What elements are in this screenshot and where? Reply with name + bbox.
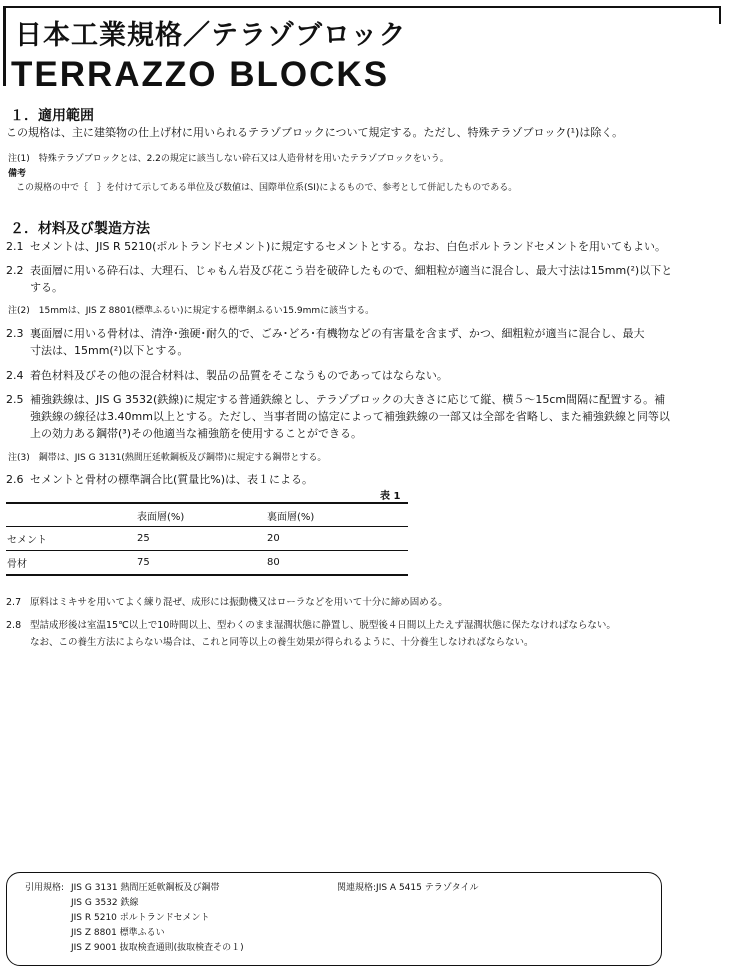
item-2-6-text: セメントと骨材の標準調合比(質量比%)は、表１による。 bbox=[30, 473, 314, 486]
remark-text: この規格の中で｛ ｝を付けて示してある単位及び数値は、国際単位系(SI)によるもので、参考として併記したものである。 bbox=[16, 183, 518, 193]
title-japanese: 日本工業規格／テラゾブロック bbox=[15, 20, 407, 51]
item-2-5 bbox=[6, 392, 665, 408]
mix-ratio-table bbox=[6, 502, 408, 576]
reference-standards-box bbox=[6, 872, 662, 966]
item-2-5-continued-1: 強鉄線の線径は3.40mm以上とする。ただし、当事者間の協定によって補強鉄線の一部又は全部を省略し、また補強鉄線と同等以 bbox=[30, 410, 670, 423]
referenced-standards-label: 引用規格: bbox=[25, 883, 65, 893]
item-2-7-text: 原料はミキサを用いてよく練り混ぜ、成形には振動機又はローラなどを用いて十分に締め固める。 bbox=[30, 597, 448, 608]
list-item: JIS R 5210 ポルトランドセメント bbox=[71, 913, 210, 923]
list-item: JIS G 3131 熱間圧延軟鋼板及び鋼帯 bbox=[71, 883, 220, 893]
related-standards-value: JIS A 5415 テラゾタイル bbox=[376, 883, 479, 893]
item-2-4 bbox=[6, 368, 448, 384]
table-cell: 骨材 bbox=[6, 551, 136, 576]
title-box bbox=[3, 6, 721, 94]
table-header: 表面層(%) bbox=[136, 503, 266, 527]
item-2-8-number: 2.8 bbox=[6, 620, 22, 631]
title-left-rule bbox=[3, 8, 6, 86]
list-item: JIS Z 9001 抜取検査通則(抜取検査その１) bbox=[71, 943, 244, 953]
table-cell: セメント bbox=[6, 527, 136, 551]
item-2-1-text: セメントは、JIS R 5210(ポルトランドセメント)に規定するセメントとする。なお、白色ポルトランドセメントを用いてもよい。 bbox=[30, 240, 667, 253]
table-cell: 25 bbox=[136, 527, 266, 551]
item-2-2 bbox=[6, 263, 672, 279]
table-caption: 表 1 bbox=[380, 491, 401, 502]
item-2-2-text: 表面層に用いる砕石は、大理石、じゃもん岩及び花こう岩を破砕したもので、細粗粒が適当に混合し、最大寸法は15mm(²)以下と bbox=[30, 264, 673, 277]
item-2-5-number: 2.5 bbox=[6, 393, 24, 406]
item-2-6 bbox=[6, 472, 313, 488]
referenced-standards-list bbox=[71, 881, 244, 956]
item-2-2-continued: する。 bbox=[30, 281, 63, 294]
table-header: 裏面層(%) bbox=[266, 503, 408, 527]
item-2-3 bbox=[6, 326, 644, 342]
item-2-5-text: 補強鉄線は、JIS G 3532(鉄線)に規定する普通鉄線とし、テラゾブロックの大きさに応じて縦、横５～15cm間隔に配置する。補 bbox=[30, 393, 666, 406]
item-2-8-continued: なお、この養生方法によらない場合は、これと同等以上の養生効果が得られるように、十分養生しなければならない。 bbox=[30, 637, 534, 648]
note-3: 注(3) 鋼帯は、JIS G 3131(熱間圧延軟鋼板及び鋼帯)に規定する鋼帯とする。 bbox=[8, 453, 327, 463]
list-item: JIS G 3532 鉄線 bbox=[71, 898, 139, 908]
related-standards-label: 関連規格: bbox=[337, 883, 377, 893]
table-row bbox=[6, 527, 408, 551]
item-2-4-text: 着色材料及びその他の混合材料は、製品の品質をそこなうものであってはならない。 bbox=[30, 369, 448, 382]
item-2-7-number: 2.7 bbox=[6, 597, 22, 608]
item-2-3-number: 2.3 bbox=[6, 327, 24, 340]
table-cell: 75 bbox=[136, 551, 266, 576]
title-right-rule bbox=[719, 8, 721, 24]
section-1-heading: １．適用範囲 bbox=[10, 108, 94, 124]
table-row bbox=[6, 551, 408, 576]
item-2-6-number: 2.6 bbox=[6, 473, 24, 486]
title-english: TERRAZZO BLOCKS bbox=[11, 55, 390, 94]
item-2-4-number: 2.4 bbox=[6, 369, 24, 382]
section-2-heading: ２．材料及び製造方法 bbox=[10, 221, 150, 237]
item-2-1-number: 2.1 bbox=[6, 240, 24, 253]
list-item: JIS Z 8801 標準ふるい bbox=[71, 928, 165, 938]
item-2-7 bbox=[6, 597, 448, 609]
table-cell: 80 bbox=[266, 551, 408, 576]
item-2-2-number: 2.2 bbox=[6, 264, 24, 277]
table-header-row bbox=[6, 503, 408, 527]
table-header bbox=[6, 503, 136, 527]
item-2-8 bbox=[6, 620, 616, 632]
item-2-8-text: 型詰成形後は室温15℃以上で10時間以上、型わくのまま湿潤状態に静置し、脱型後４日間以上たえず湿潤状態に保たなければならない。 bbox=[30, 620, 616, 631]
item-2-3-continued: 寸法は、15mm(²)以下とする。 bbox=[30, 344, 189, 357]
item-2-1 bbox=[6, 239, 666, 255]
item-2-5-continued-2: 上の効力ある鋼帯(³)その他適当な補強筋を使用することができる。 bbox=[30, 427, 362, 440]
note-1: 注(1) 特殊テラゾブロックとは、2.2の規定に該当しない砕石又は人造骨材を用いたテラゾブロックをいう。 bbox=[8, 154, 449, 164]
remark-label: 備考 bbox=[8, 169, 27, 179]
section-1-text: この規格は、主に建築物の仕上げ材に用いられるテラゾブロックについて規定する。ただし、特殊テラゾブロック(¹)は除く。 bbox=[6, 126, 624, 139]
table-cell: 20 bbox=[266, 527, 408, 551]
related-standards bbox=[337, 881, 478, 896]
note-2: 注(2) 15mmは、JIS Z 8801(標準ふるい)に規定する標準網ふるい15.9mmに該当する。 bbox=[8, 306, 375, 316]
item-2-3-text: 裏面層に用いる骨材は、清浄･強硬･耐久的で、ごみ･どろ･有機物などの有害量を含まず、かつ、細粗粒が適当に混合し、最大 bbox=[30, 327, 645, 340]
